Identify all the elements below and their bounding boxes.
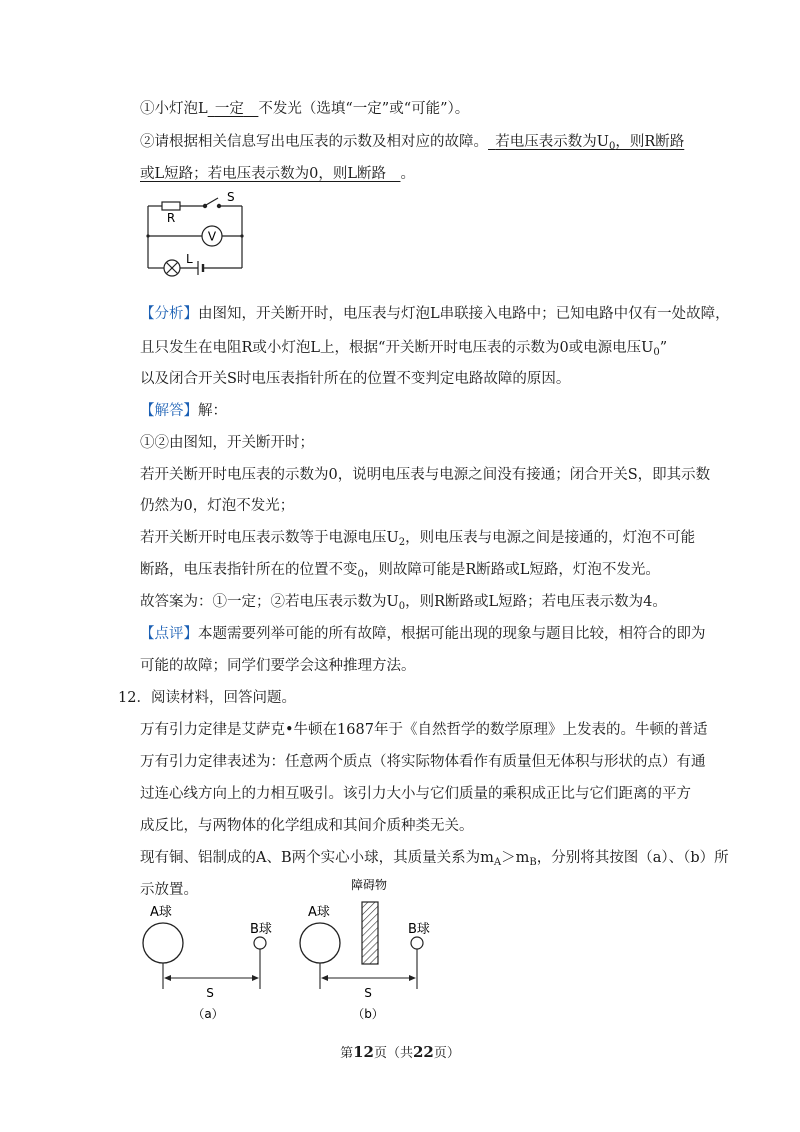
solution-line-3: 仍然为0，灯泡不发光；: [140, 498, 295, 514]
total-pages: 22: [413, 1043, 434, 1061]
fig-b-caption: （b）: [352, 1007, 384, 1021]
fig-b-ball-b-label: B球: [408, 922, 430, 937]
fig-a-ball-b-label: B球: [250, 922, 272, 937]
fig-b-barrier: [362, 902, 378, 964]
q11-part2-answer: 若电压表示数为$U_0$，则R断路: [495, 134, 685, 152]
solution-line-4: 若开关断开时电压表示数等于电源电压$U_2$，则电压表与电源之间是接通的，灯泡不可能: [140, 530, 696, 548]
q11-part2: ②请根据相关信息写出电压表的示数及相对应的故障。 若电压表示数为$U_0$，则R断路: [140, 134, 685, 152]
fig-b-ball-a-label: A球: [308, 905, 330, 920]
analysis-line-1: 【分析】由图知，开关断开时，电压表与灯泡L串联接入电路中；已知电路中仅有一处故障，: [140, 306, 730, 322]
final-answer: 故答案为：①一定；②若电压表示数为$U_0$，则R断路或L短路；若电压表示数为4。: [140, 594, 667, 612]
resistor-r: [162, 202, 180, 210]
solution-line-5: 断路，电压表指针所在的位置不变$_0$，则故障可能是R断路或L短路，灯泡不发光。: [140, 562, 660, 580]
fig-b-ball-a: [300, 923, 340, 963]
q12-para-1: 万有引力定律是艾萨克•牛顿在1687年于《自然哲学的数学原理》上发表的。牛顿的普适: [140, 722, 708, 738]
page-footer: 第12页（共22页）: [340, 1043, 460, 1061]
analysis-line-2: 且只发生在电阻R或小灯泡L上，根据“开关断开时电压表的示数为0或电源电压$U_0$”: [140, 340, 668, 358]
spheres-figure: [140, 875, 460, 1025]
analysis-line-3: 以及闭合开关S时电压表指针所在的位置不变判定电路故障的原因。: [140, 371, 571, 387]
q11-part1: ①小灯泡L 一定 不发光（选填“一定”或“可能”）。: [140, 101, 470, 117]
q12-para-6: 示放置。: [140, 882, 198, 898]
label-l: L: [186, 252, 193, 266]
circuit-diagram: [140, 190, 250, 280]
solution-line-1: ①②由图知，开关断开时；: [140, 435, 314, 451]
q11-part2-answer-cont: 或L短路；若电压表示数为0，则L断路: [140, 166, 386, 182]
fig-a-s-label: S: [206, 986, 214, 1000]
fig-b-ball-b: [411, 937, 423, 949]
answer-heading: 【解答】解：: [140, 403, 227, 419]
fig-a-ball-a-label: A球: [150, 905, 172, 920]
q11-part2-cont: 或L短路；若电压表示数为0，则L断路 。: [140, 166, 415, 182]
q12-para-2: 万有引力定律表述为：任意两个质点（将实际物体看作有质量但无体积与形状的点）有通: [140, 754, 706, 770]
fig-a-ball-b: [254, 937, 266, 949]
q12-heading: 12．阅读材料，回答问题。: [118, 690, 296, 706]
solution-line-2: 若开关断开时电压表的示数为0，说明电压表与电源之间没有接通；闭合开关S，即其示数: [140, 467, 711, 483]
comment-line-2: 可能的故障；同学们要学会这种推理方法。: [140, 658, 416, 674]
switch-s: [206, 198, 218, 205]
label-v: V: [207, 229, 217, 244]
current-page: 12: [353, 1043, 374, 1061]
comment-line-1: 【点评】本题需要列举可能的所有故障，根据可能出现的现象与题目比较，相符合的即为: [140, 626, 706, 642]
fig-a-caption: （a）: [192, 1007, 224, 1021]
label-s: S: [227, 190, 235, 204]
q12-para-3: 过连心线方向上的力相互吸引。该引力大小与它们质量的乘积成正比与它们距离的平方: [140, 786, 691, 802]
fig-b-s-label: S: [364, 986, 372, 1000]
q12-para-5: 现有铜、铝制成的A、B两个实心小球，其质量关系为$m_A>m_B$，分别将其按图（a）、（b）所: [140, 850, 729, 868]
q12-para-4: 成反比，与两物体的化学组成和其间介质种类无关。: [140, 818, 474, 834]
label-r: R: [166, 211, 176, 225]
fig-a-ball-a: [143, 923, 183, 963]
fig-b-barrier-label: 障碍物: [350, 878, 388, 892]
q11-part1-answer: 一定: [214, 101, 244, 117]
